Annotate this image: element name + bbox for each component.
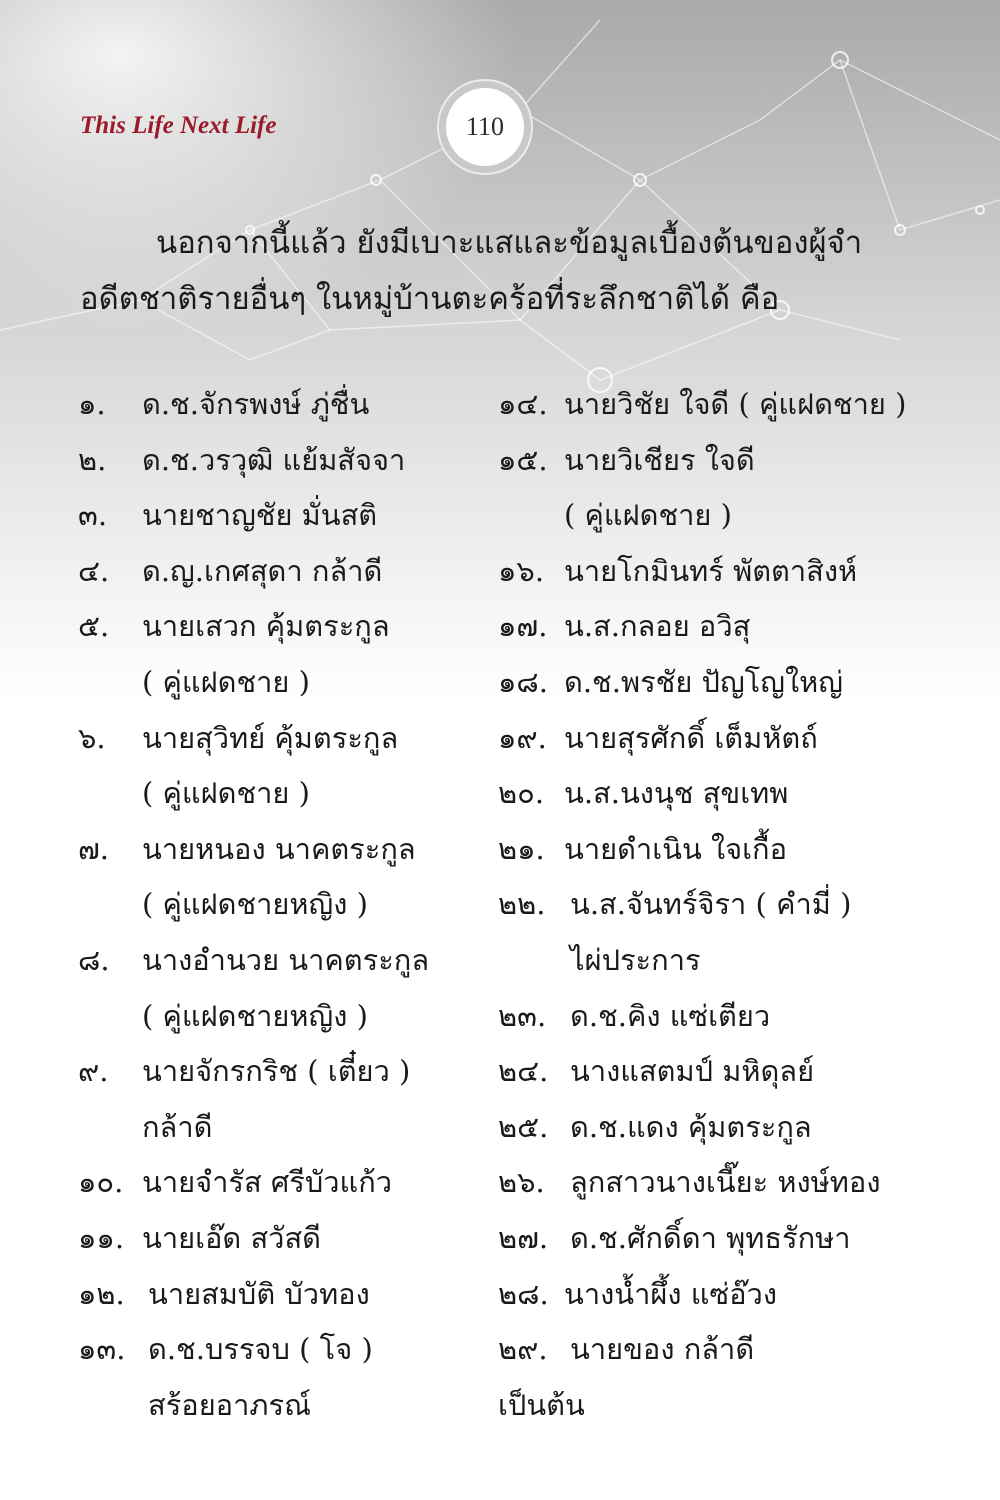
list-item-number: ๒๐. <box>498 776 545 811</box>
list-item-line: นายชาญชัย มั่นสติ <box>142 498 378 533</box>
list-item-number: ๒๒. <box>498 887 546 922</box>
list-item-line: ( คู่แฝดชายหญิง ) <box>142 887 368 922</box>
list-item <box>498 655 918 711</box>
list-item-line: ด.ช.จักรพงษ์ ภู่ชื่น <box>142 387 370 421</box>
list-item-text <box>564 1267 918 1323</box>
list-item-number: ๑๑. <box>78 1220 125 1255</box>
list-item-line: น.ส.นงนุช สุขเทพ <box>564 776 789 811</box>
list-item <box>78 1044 478 1155</box>
list-item <box>498 766 918 822</box>
list-item-number: ๓. <box>78 498 108 533</box>
list-item-text <box>148 1322 478 1433</box>
list-item-line: นายสมบัติ บัวทอง <box>148 1276 370 1311</box>
list-item-text <box>564 544 918 600</box>
list-item-line: ( คู่แฝดชาย ) <box>564 498 732 533</box>
list-item-line: นายวิชัย ใจดี ( คู่แฝดชาย ) <box>564 387 907 421</box>
list-item-text <box>564 711 918 767</box>
list-item <box>78 599 478 710</box>
list-item-text <box>142 822 478 933</box>
list-item <box>498 1100 918 1156</box>
list-item-number: ๑๘. <box>498 664 548 699</box>
list-item-line: นายจักรกริช ( เตี๋ยว ) <box>142 1054 411 1089</box>
list-item-text <box>142 1211 478 1267</box>
list-item <box>498 599 918 655</box>
list-item-number: ๑. <box>78 387 106 421</box>
list-item-line: นายจำรัส ศรีบัวแก้ว <box>142 1165 393 1200</box>
list-item-line: ด.ช.คิง แซ่เตียว <box>570 998 771 1033</box>
list-item <box>498 711 918 767</box>
list-item-number: ๑๐. <box>78 1165 124 1200</box>
list-item-number: ๕. <box>78 609 110 644</box>
list-item <box>78 1155 478 1211</box>
list-item-line: ด.ช.แดง คุ้มตระกูล <box>570 1109 812 1144</box>
list-item <box>498 877 918 988</box>
list-item-number: ๑๔. <box>498 387 548 421</box>
list-item <box>498 377 918 433</box>
list-item-text <box>142 599 478 710</box>
list-item-line: ( คู่แฝดชาย ) <box>142 776 310 811</box>
list-item <box>498 544 918 600</box>
list-item-number: ๒. <box>78 442 107 477</box>
list-item-line: ไผ่ประการ <box>570 942 701 977</box>
closing-text: เป็นต้น <box>498 1387 585 1422</box>
list-item <box>78 377 478 433</box>
list-item <box>498 822 918 878</box>
list-item-line: นายเอ๊ด สวัสดี <box>142 1220 321 1255</box>
list-item <box>78 1267 478 1323</box>
list-item-line: นางแสตมป์ มหิดุลย์ <box>570 1054 815 1089</box>
list-item-line: นายของ กล้าดี <box>570 1332 755 1367</box>
list-item-text <box>570 1100 918 1156</box>
list-item-text <box>564 655 918 711</box>
list-item-number: ๒๗. <box>498 1220 549 1255</box>
list-item-line: นายดำเนิน ใจเกื้อ <box>564 831 788 866</box>
list-item-number: ๑๕. <box>498 442 548 477</box>
list-item-line: นายเสวก คุ้มตระกูล <box>142 609 390 644</box>
list-item-line: ด.ช.วรวุฒิ แย้มสัจจา <box>142 442 406 477</box>
page-number-badge <box>446 88 524 166</box>
list-item-number: ๒๙. <box>498 1332 548 1367</box>
list-item-text <box>564 433 918 544</box>
list-item-text <box>570 1044 918 1100</box>
list-item-number: ๙. <box>78 1054 109 1089</box>
list-item <box>78 933 478 1044</box>
list-item-number: ๗. <box>78 831 110 866</box>
list-item-text <box>142 377 478 433</box>
list-item-number: ๒๔. <box>498 1054 549 1089</box>
list-item-line: นายสุรศักดิ์ เต็มหัตถ์ <box>564 720 818 755</box>
intro-line-2: อดีตชาติรายอื่นๆ ในหมู่บ้านตะคร้อที่ระลึกชาติได้ คือ <box>80 281 780 317</box>
list-item <box>78 822 478 933</box>
list-item <box>498 1267 918 1323</box>
list-item-line: ลูกสาวนางเนี๊ยะ หงษ์ทอง <box>570 1165 881 1200</box>
list-item <box>78 544 478 600</box>
list-item <box>498 1044 918 1100</box>
list-item-line: นายวิเชียร ใจดี <box>564 442 755 477</box>
list-item-text <box>570 877 918 988</box>
list-item-line: นายหนอง นาคตระกูล <box>142 831 416 866</box>
list-item-number: ๑๓. <box>78 1332 126 1367</box>
list-item <box>498 1155 918 1211</box>
list-item-number: ๔. <box>78 553 110 588</box>
list-item-line: นางอำนวย นาคตระกูล <box>142 942 430 977</box>
list-item-text <box>148 1267 478 1323</box>
list-item-line: ด.ช.บรรจบ ( โจ ) <box>148 1332 373 1367</box>
list-item <box>498 1322 918 1378</box>
list-item <box>498 433 918 544</box>
list-item-text <box>142 933 478 1044</box>
intro-paragraph <box>80 215 910 327</box>
list-item <box>78 711 478 822</box>
list-item-number: ๘. <box>78 942 110 977</box>
list-item-number: ๒๕. <box>498 1109 549 1144</box>
list-item-text <box>570 1322 918 1378</box>
list-item-text <box>142 1044 478 1155</box>
list-item-number: ๒๓. <box>498 998 547 1033</box>
list-item-line: สร้อยอาภรณ์ <box>148 1387 311 1422</box>
list-item-text <box>142 711 478 822</box>
list-item-text <box>570 1211 918 1267</box>
name-list-left <box>78 377 478 1433</box>
list-item-text <box>570 1155 918 1211</box>
list-item <box>498 989 918 1045</box>
list-item-number: ๖. <box>78 720 106 755</box>
list-item-line: นางน้ำผึ้ง แซ่อ๊วง <box>564 1276 777 1311</box>
list-item <box>78 1322 478 1433</box>
page-number: 110 <box>465 112 505 141</box>
list-item-text <box>564 822 918 878</box>
list-item-line: ( คู่แฝดชายหญิง ) <box>142 998 368 1033</box>
list-item-number: ๑๒. <box>78 1276 125 1311</box>
list-item-line: ด.ญ.เกศสุดา กล้าดี <box>142 553 383 588</box>
list-item-number: ๑๖. <box>498 553 545 588</box>
list-item <box>498 1211 918 1267</box>
list-item <box>78 488 478 544</box>
list-item-number: ๑๗. <box>498 609 548 644</box>
list-item-text <box>564 377 918 433</box>
list-item-line: น.ส.กลอย อวิสุ <box>564 609 751 644</box>
list-item-line: นายสุวิทย์ คุ้มตระกูล <box>142 720 399 755</box>
list-item-text <box>564 766 918 822</box>
list-item <box>78 1211 478 1267</box>
running-title: This Life Next Life <box>80 112 277 139</box>
intro-line-1: นอกจากนี้แล้ว ยังมีเบาะแสและข้อมูลเบื้องต้นของผู้จำ <box>156 225 863 261</box>
list-item-line: ด.ช.พรชัย ปัญโญใหญ่ <box>564 664 843 699</box>
list-item-line: ด.ช.ศักดิ์ดา พุทธรักษา <box>570 1220 851 1255</box>
list-item-number: ๒๘. <box>498 1276 549 1311</box>
list-item-number: ๑๙. <box>498 720 547 755</box>
list-item-line: กล้าดี <box>142 1109 213 1144</box>
list-item-line: นายโกมินทร์ พัตตาสิงห์ <box>564 553 858 588</box>
list-item-text <box>570 989 918 1045</box>
list-item-text <box>142 1155 478 1211</box>
list-item-text <box>564 599 918 655</box>
list-item-number: ๒๑. <box>498 831 545 866</box>
list-item-line: ( คู่แฝดชาย ) <box>142 664 310 699</box>
list-item-text <box>142 433 478 489</box>
list-item-line: น.ส.จันทร์จิรา ( คำมี่ ) <box>570 887 852 922</box>
list-item <box>78 433 478 489</box>
name-list-right <box>498 377 918 1433</box>
list-item-text <box>142 488 478 544</box>
list-item-number: ๒๖. <box>498 1165 545 1200</box>
list-item-text <box>142 544 478 600</box>
